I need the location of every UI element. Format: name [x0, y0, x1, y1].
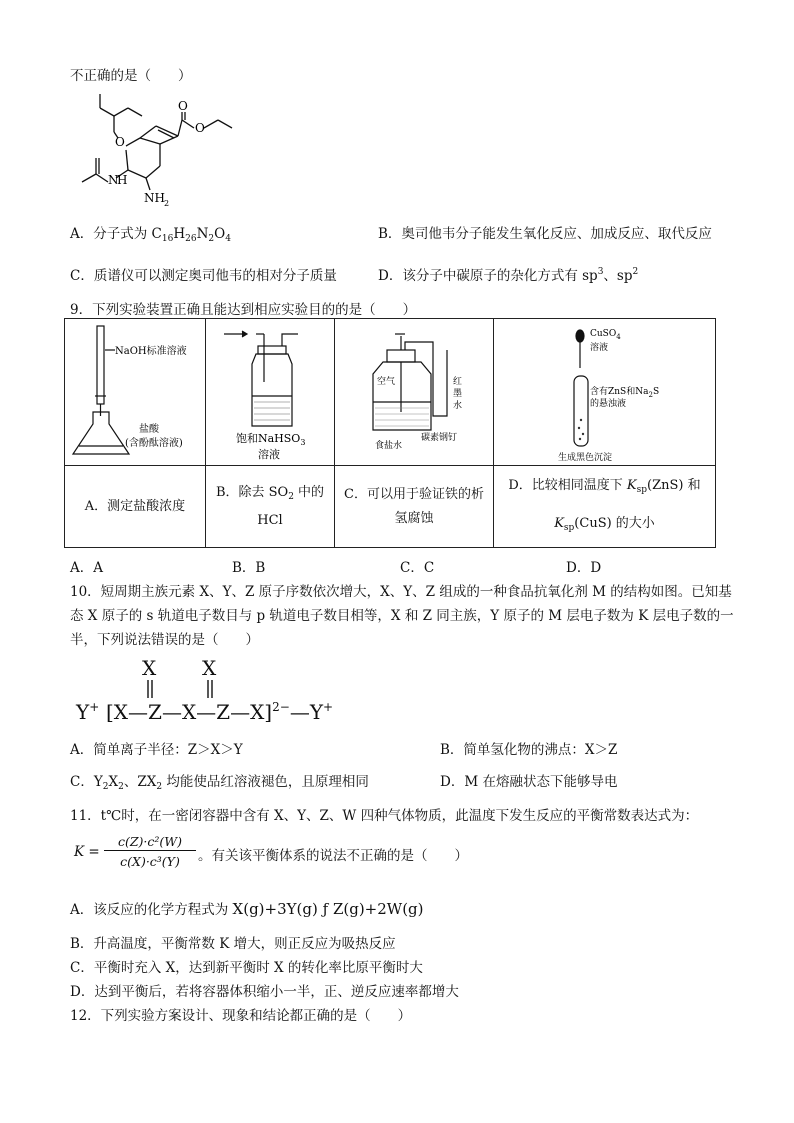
zns-s: S — [652, 387, 660, 397]
precipitation-apparatus — [494, 320, 714, 464]
q9-option-a: A．A — [70, 560, 103, 576]
q11-option-c: C．平衡时充入 X，达到新平衡时 X 的转化率比原平衡时大 — [70, 960, 423, 976]
cap-d-pre: D．比较相同温度下 — [508, 477, 627, 493]
q8-d-sup2: 2 — [632, 267, 639, 277]
k-denominator: c(X)·c³(Y) — [120, 854, 180, 869]
q8-d-pre: D．该分子中碳原子的杂化方式有 sp — [378, 268, 598, 284]
caption-d — [494, 466, 716, 548]
struct-chain — [106, 700, 333, 724]
f-2: 2 — [208, 234, 215, 244]
mol-label-2: 2 — [164, 199, 170, 208]
label-red2: 墨 — [453, 389, 463, 399]
cap-d-sp: sp — [636, 484, 648, 495]
f-c: C — [151, 226, 162, 242]
cap-d-k2: K — [554, 515, 564, 531]
f-16: 16 — [161, 234, 174, 244]
label-naoh: NaOH标准溶液 — [115, 346, 187, 357]
mol-label-n: N — [108, 173, 119, 187]
gas-washing-bottle — [206, 320, 334, 464]
cap-b-line2: HCl — [257, 512, 283, 528]
titration-apparatus — [65, 320, 205, 464]
k-lhs: K = — [74, 844, 100, 860]
label-nahso3 — [236, 431, 305, 447]
q9-option-c: C．C — [400, 560, 435, 576]
struct-y-right: Y — [309, 700, 324, 724]
f-4: 4 — [225, 234, 231, 244]
f-o: O — [214, 226, 226, 242]
apparatus-c-cell — [335, 319, 494, 466]
f-26: 26 — [185, 234, 197, 244]
k-numerator: c(Z)·c²(W) — [104, 834, 196, 851]
q11-option-b: B．升高温度，平衡常数 K 增大，则正反应为吸热反应 — [70, 936, 396, 952]
q11-a-eq: X(g)+3Y(g) ƒ Z(g)+2W(g) — [232, 900, 424, 918]
q10-c-s3: 2 — [156, 782, 163, 792]
q10-c-pre: C．Y — [70, 774, 103, 790]
q11-option-a — [70, 898, 424, 918]
struct-plus1: + — [89, 700, 100, 714]
cap-d-k: K — [626, 477, 637, 493]
oseltamivir-structure — [70, 86, 245, 214]
double-bonds — [140, 680, 230, 700]
zns-text: 含有ZnS和Na — [590, 387, 649, 397]
struct-chain-text: [X—Z—X—Z—X] — [106, 700, 273, 724]
f-h: H — [173, 226, 186, 242]
q11-a-pre: A．该反应的化学方程式为 — [70, 902, 233, 918]
q8-d-mid: 、sp — [603, 268, 633, 284]
struct-top-x2: X — [202, 656, 217, 680]
q9-stem: 9．下列实验装置正确且能达到相应实验目的的是（ ） — [70, 302, 417, 318]
q10-option-d: D．M 在熔融状态下能够导电 — [440, 774, 618, 790]
f-n: N — [196, 226, 209, 242]
mol-label-nh: NH — [144, 191, 165, 205]
corrosion-apparatus — [335, 320, 493, 464]
struct-plus2: + — [323, 700, 334, 714]
q10-option-c — [70, 770, 369, 792]
nahso3-sub: 3 — [300, 438, 306, 447]
compound-m-structure — [76, 656, 334, 726]
label-red1: 红 — [453, 377, 463, 387]
q10-c-post: 均能使品红溶液褪色，且原理相同 — [162, 774, 369, 790]
label-red3: 水 — [453, 401, 463, 411]
cap-d-sp2: sp — [563, 522, 575, 533]
q8-a-pre: A．分子式为 — [70, 226, 152, 242]
q9-option-b: B．B — [232, 560, 266, 576]
q10-c-m1: X — [108, 774, 119, 790]
q12-stem: 12．下列实验方案设计、现象和结论都正确的是（ ） — [70, 1008, 412, 1024]
mol-label-o3: O — [195, 121, 205, 135]
label-nail: 碳素钢钉 — [421, 433, 458, 443]
q10-c-s2: 2 — [118, 782, 124, 792]
q8-option-b: B．奥司他韦分子能发生氧化反应、加成反应、取代反应 — [378, 226, 712, 242]
cap-b-sub: 2 — [288, 491, 294, 502]
label-zns — [590, 385, 659, 399]
label-suspension: 的悬浊液 — [590, 399, 627, 409]
struct-y-left-text: Y — [76, 700, 90, 724]
caption-c — [335, 466, 494, 548]
cap-b-post: 中的 — [293, 484, 325, 500]
struct-top-x1: X — [142, 656, 157, 680]
caption-b — [206, 466, 335, 548]
label-hcl: 盐酸 — [139, 424, 159, 435]
label-b-solution: 溶液 — [258, 448, 280, 461]
q8-option-d — [378, 264, 638, 284]
zns-sub: 2 — [648, 391, 653, 399]
label-cuso4 — [590, 329, 621, 341]
q8-option-c: C．质谱仪可以测定奥司他韦的相对分子质量 — [70, 268, 337, 284]
q8-option-a — [70, 222, 231, 244]
mol-label-o2: O — [178, 99, 188, 113]
cap-d-cus: (CuS) 的大小 — [574, 515, 655, 531]
mol-label-h: H — [117, 173, 128, 187]
cap-c-1: C．可以用于验证铁的析 — [344, 486, 484, 502]
struct-y-left — [76, 700, 99, 724]
struct-charge: 2− — [272, 700, 290, 714]
label-black-ppt: 生成黑色沉淀 — [558, 453, 613, 463]
nahso3-text: 饱和NaHSO — [236, 432, 301, 445]
caption-a: A．测定盐酸浓度 — [65, 466, 206, 548]
cap-d-zns: (ZnS) 和 — [647, 477, 701, 493]
struct-dash: — — [289, 700, 310, 724]
cuso4-text: CuSO — [590, 329, 617, 339]
q9-option-d: D．D — [566, 560, 602, 576]
cap-b-pre: B．除去 SO — [215, 484, 289, 500]
label-salt: 食盐水 — [375, 441, 403, 451]
q11-stem: 11．t℃时，在一密闭容器中含有 X、Y、Z、W 四种气体物质，此温度下发生反应的平衡常数表达式为： — [70, 808, 699, 824]
q10-stem-line1: 10．短周期主族元素 X、Y、Z 原子序数依次增大，X、Y、Z 组成的一种食品抗氧化剂 M 的结构如图。已知基 — [70, 584, 732, 600]
apparatus-b-cell — [206, 319, 335, 466]
q10-stem-line3: 半，下列说法错误的是（ ） — [70, 632, 259, 648]
label-air: 空气 — [377, 377, 396, 387]
q10-stem-line2: 态 X 原子的 s 轨道电子数目与 p 轨道电子数目相等，X 和 Z 同主族，Y 原子的 M 层电子数为 K 层电子数的一 — [70, 608, 734, 624]
q9-experiment-table — [64, 318, 716, 548]
q10-c-s1: 2 — [102, 782, 109, 792]
q8-stem-tail: 不正确的是（ ） — [70, 68, 192, 84]
cuso4-sub: 4 — [616, 333, 621, 341]
q8-d-sup1: 3 — [597, 267, 604, 277]
apparatus-d-cell — [494, 319, 716, 466]
q10-option-a: A．简单离子半径：Z＞X＞Y — [70, 742, 243, 758]
apparatus-a-cell — [65, 319, 206, 466]
mol-label-o1: O — [115, 135, 125, 149]
label-phenol: (含酚酞溶液) — [125, 438, 183, 449]
label-cuso4-sol: 溶液 — [590, 343, 609, 353]
q8-a-formula — [152, 226, 231, 242]
q10-c-m2: 、ZX — [123, 774, 157, 790]
q11-after: 。有关该平衡体系的说法不正确的是（ ） — [198, 848, 468, 864]
cap-c-2: 氢腐蚀 — [394, 510, 434, 526]
q11-option-d: D．达到平衡后，若将容器体积缩小一半，正、逆反应速率都增大 — [70, 984, 459, 1000]
q10-option-b: B．简单氢化物的沸点：X＞Z — [440, 742, 618, 758]
